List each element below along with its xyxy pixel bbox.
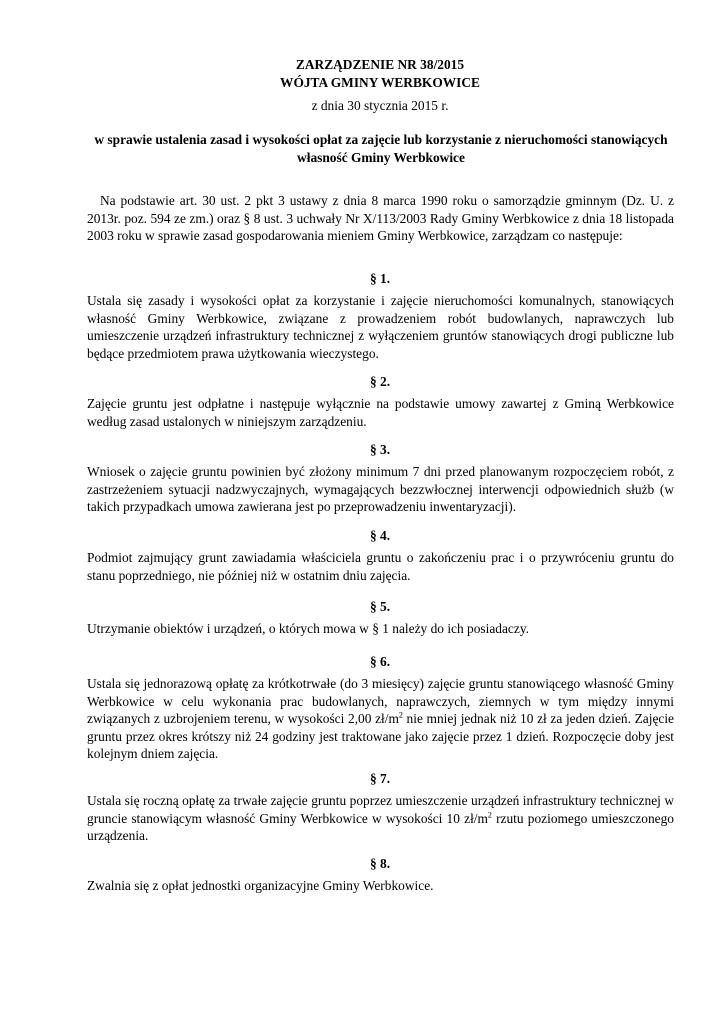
title-line-2: WÓJTA GMINY WERBKOWICE xyxy=(280,74,480,90)
section-1-heading: § 1. xyxy=(369,271,391,286)
section-5-heading: § 5. xyxy=(369,599,391,614)
document-title xyxy=(86,56,674,91)
section-3-text: Wniosek o zajęcie gruntu powinien być złożony minimum 7 dni przed planowanym rozpoczęciem robót, z zastrzeżeniem sytuacji nadzwyczajnych, wymagających bezzwłocznej interwencji odpowiednich służb (w takich przypadkach umowa zawierana jest po przeprowadzeniu inwentaryzacji). xyxy=(87,464,674,515)
section-3-heading: § 3. xyxy=(369,442,391,457)
section-8-text: Zwalnia się z opłat jednostki organizacyjne Gminy Werbkowice. xyxy=(87,878,434,893)
section-2-text: Zajęcie gruntu jest odpłatne i następuje wyłącznie na podstawie umowy zawartej z Gminą Werbkowice według zasad ustalonych w niniejszym zarządzeniu. xyxy=(87,396,674,429)
section-8-heading: § 8. xyxy=(369,856,391,871)
section-1-text: Ustala się zasady i wysokości opłat za korzystanie i zajęcie nieruchomości komunalnych, stanowiących własność Gminy Werbkowice, związane z prowadzeniem robót budowlanych, naprawczych lub umieszczenie urządzeń infrastruktury technicznej z wyłączeniem gruntów stanowiących drogi publiczne lub będące przedmiotem prawa użytkowania wieczystego. xyxy=(87,293,674,361)
section-6-heading: § 6. xyxy=(369,654,391,669)
section-6-superscript: 2 xyxy=(398,710,403,720)
preamble: Na podstawie art. 30 ust. 2 pkt 3 ustawy z dnia 8 marca 1990 roku o samorządzie gminnym (Dz. U. z 2013r. poz. 594 ze zm.) oraz § 8 ust. 3 uchwały Nr X/113/2003 Rady Gminy Werbkowice z dnia 18 listopada 2003 roku w sprawie zasad gospodarowania mieniem Gminy Werbkowice, zarządzam co następuje: xyxy=(87,193,674,244)
section-7-superscript: 2 xyxy=(487,810,492,820)
document-subject: w sprawie ustalenia zasad i wysokości opłat za zajęcie lub korzystanie z nieruchomości stanowiących własność Gminy Werbkowice xyxy=(94,132,668,165)
document-date: z dnia 30 stycznia 2015 r. xyxy=(311,98,449,113)
section-7-text xyxy=(87,792,674,845)
section-6-text xyxy=(87,675,674,763)
section-5-text: Utrzymanie obiektów i urządzeń, o których mowa w § 1 należy do ich posiadaczy. xyxy=(87,621,529,636)
title-line-1: ZARZĄDZENIE NR 38/2015 xyxy=(295,57,465,72)
section-7-text-part1: Ustala się roczną opłatę za trwałe zajęcie gruntu poprzez umieszczenie urządzeń infrastruktury technicznej w gruncie stanowiącym własność Gminy Werbkowice w wysokości 10 zł/m xyxy=(87,793,674,826)
section-4-text: Podmiot zajmujący grunt zawiadamia właściciela gruntu o zakończeniu prac i o przywróceniu gruntu do stanu poprzedniego, nie później niż w ostatnim dniu zajęcia. xyxy=(87,550,674,583)
section-4-heading: § 4. xyxy=(369,528,391,543)
section-6-text-part1: Ustala się jednorazową opłatę za krótkotrwałe (do 3 miesięcy) zajęcie gruntu stanowiącego własność Gminy Werbkowice w celu wykonania prac budowlanych, naprawczych, ziemnych w tym między innymi związanych z uzbrojeniem terenu, w wysokości 2,00 zł/m xyxy=(87,676,674,727)
section-7-heading: § 7. xyxy=(369,771,391,786)
section-6-text-part2: nie mniej jednak niż 10 zł za jeden dzień. Zajęcie gruntu przez okres krótszy niż 24 godziny jest traktowane jako zajęcie przez 1 dzień. Rozpoczęcie doby jest kolejnym dniem zajęcia. xyxy=(87,711,675,762)
section-2-heading: § 2. xyxy=(369,374,391,389)
section-7-text-part2: rzutu poziomego umieszczonego urządzenia. xyxy=(87,810,674,844)
